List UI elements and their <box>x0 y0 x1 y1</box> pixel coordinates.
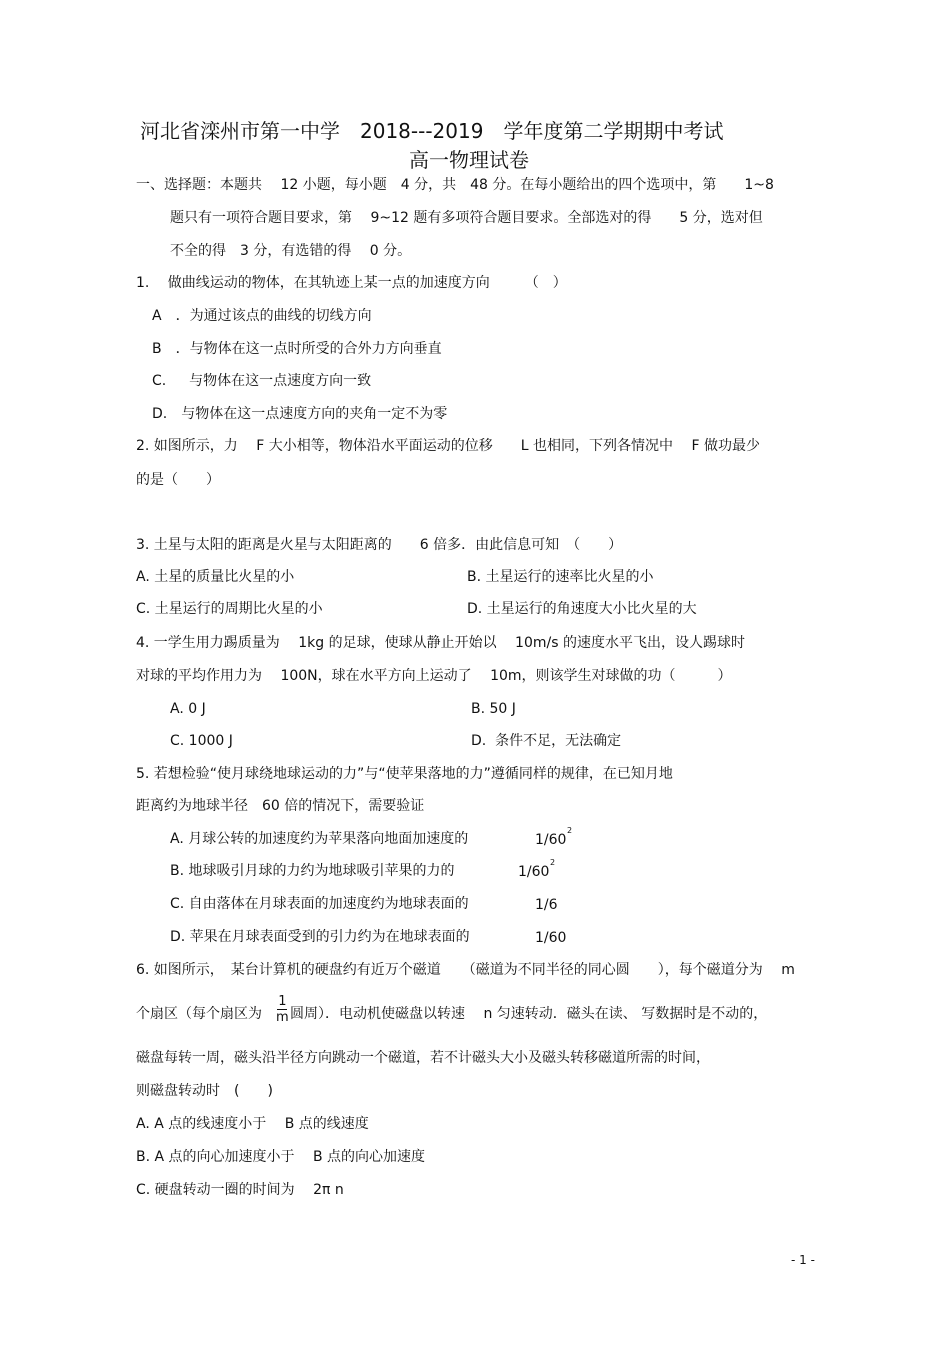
question-6-line4: 则磁盘转动时 ( ) <box>136 1083 273 1099</box>
question-6-option-a: A. A 点的线速度小于 B 点的线速度 <box>136 1116 369 1132</box>
question-4-option-a: A. 0 J <box>170 701 206 717</box>
question-5-option-b-exponent: 2 <box>550 858 556 867</box>
question-6-fraction <box>276 995 289 1024</box>
question-4-option-b: B. 50 J <box>471 701 516 717</box>
page-number: - 1 - <box>791 1253 815 1267</box>
question-5-option-c-value: 1/6 <box>535 897 558 913</box>
question-1-option-d: D. 与物体在这一点速度方向的夹角一定不为零 <box>152 406 448 422</box>
question-4-option-c: C. 1000 J <box>170 733 233 749</box>
question-5-option-b: B. 地球吸引月球的力约为地球吸引苹果的力的 <box>170 863 455 879</box>
question-3-option-b: B. 土星运行的速率比火星的小 <box>467 569 654 585</box>
question-5-option-c: C. 自由落体在月球表面的加速度约为地球表面的 <box>170 896 469 912</box>
section-instructions-line1: 一、选择题：本题共 12 小题，每小题 4 分，共 48 分。在每小题给出的四个选项中，第 1~8 <box>136 177 774 193</box>
question-5-option-a-value: 1/60 <box>535 832 567 848</box>
question-5-option-a-exponent: 2 <box>567 826 573 835</box>
question-4-option-d: D. 条件不足，无法确定 <box>471 733 622 749</box>
question-4-line2: 对球的平均作用力为 100N，球在水平方向上运动了 10m，则该学生对球做的功（ ） <box>136 668 732 684</box>
question-1-option-a: A ．为通过该点的曲线的切线方向 <box>152 308 372 324</box>
section-instructions-line3: 不全的得 3 分，有选错的得 0 分。 <box>170 243 412 259</box>
question-5-line1: 5. 若想检验“使月球绕地球运动的力”与“使苹果落地的力”遵循同样的规律，在已知月地 <box>136 766 673 782</box>
question-6-option-c: C. 硬盘转动一圈的时间为 2π n <box>136 1182 344 1198</box>
question-3-option-a: A. 土星的质量比火星的小 <box>136 569 295 585</box>
fraction-numerator: 1 <box>278 994 287 1009</box>
question-6-line2-end: 圆周）．电动机使磁盘以转速 n 匀速转动．磁头在读、 写数据时是不动的， <box>290 1006 768 1022</box>
question-6-line3: 磁盘每转一周，磁头沿半径方向跳动一个磁道，若不计磁头大小及磁头转移磁道所需的时间， <box>136 1050 710 1066</box>
question-6-line1: 6. 如图所示， 某台计算机的硬盘约有近万个磁道 （磁道为不同半径的同心圆 ），每个磁道分为 m <box>136 962 795 978</box>
question-1-option-b: B ．与物体在这一点时所受的合外力方向垂直 <box>152 341 442 357</box>
exam-title: 河北省滦州市第一中学 2018---2019 学年度第二学期期中考试 <box>140 119 724 143</box>
question-6-option-b: B. A 点的向心加速度小于 B 点的向心加速度 <box>136 1149 426 1165</box>
question-2-line2: 的是（ ） <box>136 472 220 488</box>
question-1-stem: 1. 做曲线运动的物体，在其轨迹上某一点的加速度方向 （ ） <box>136 275 567 291</box>
question-6-line2-start: 个扇区（每个扇区为 <box>136 1006 262 1022</box>
question-3-option-d: D. 土星运行的角速度大小比火星的大 <box>467 601 697 617</box>
fraction-denominator: m <box>276 1010 289 1025</box>
question-2-line1: 2. 如图所示，力 F 大小相等，物体沿水平面运动的位移 L 也相同，下列各情况中 F 做功最少 <box>136 438 760 454</box>
question-4-line1: 4. 一学生用力踢质量为 1kg 的足球，使球从静止开始以 10m/s 的速度水平飞出，设人踢球时 <box>136 635 745 651</box>
question-5-option-d-value: 1/60 <box>535 930 567 946</box>
exam-subtitle: 高一物理试卷 <box>409 148 529 172</box>
section-instructions-line2: 题只有一项符合题目要求，第 9~12 题有多项符合题目要求。全部选对的得 5 分，选对但 <box>170 210 763 226</box>
question-5-line2: 距离约为地球半径 60 倍的情况下，需要验证 <box>136 798 425 814</box>
question-5-option-a: A. 月球公转的加速度约为苹果落向地面加速度的 <box>170 831 469 847</box>
question-1-option-c: C. 与物体在这一点速度方向一致 <box>152 373 372 389</box>
question-5-option-b-value: 1/60 <box>518 864 550 880</box>
question-3-stem: 3. 土星与太阳的距离是火星与太阳距离的 6 倍多．由此信息可知 （ ） <box>136 537 623 553</box>
question-3-option-c: C. 土星运行的周期比火星的小 <box>136 601 323 617</box>
question-5-option-d: D. 苹果在月球表面受到的引力约为在地球表面的 <box>170 929 470 945</box>
